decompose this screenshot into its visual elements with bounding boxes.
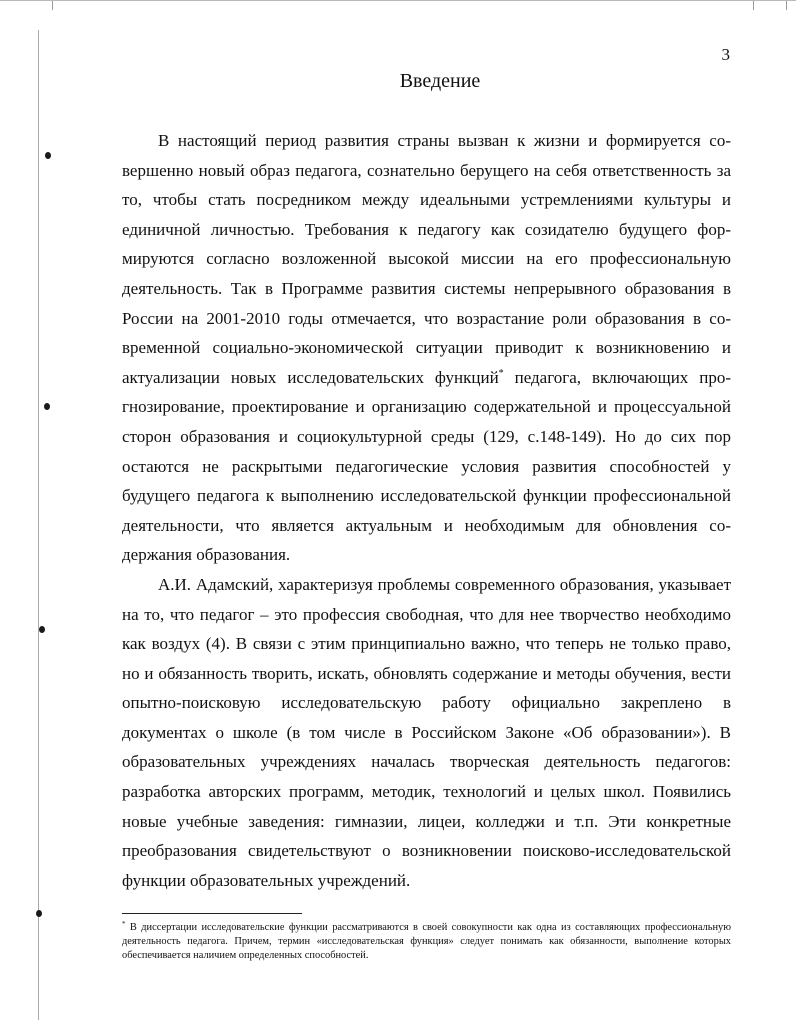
footnote-text: В диссертации исследовательские функции рассматриваются в своей совокупности как одна из составляющих профессиональную деятельность педагога. Причем, термин «исследовательская функция» следует понимать как обязанности, выполнение которых обеспечивается наличием определенных способностей. bbox=[122, 922, 731, 962]
page-number: 3 bbox=[721, 45, 730, 64]
binding-hole-mark bbox=[45, 152, 51, 159]
binding-hole-mark bbox=[36, 910, 42, 917]
footnote-mark: * bbox=[122, 920, 126, 928]
scan-edge-tick bbox=[753, 1, 754, 10]
footnote-reference-mark: * bbox=[498, 367, 504, 379]
footnote-separator bbox=[122, 913, 302, 914]
paragraph bbox=[122, 126, 731, 570]
binding-hole-mark bbox=[44, 403, 50, 410]
page-title: Введение bbox=[399, 70, 481, 92]
scan-top-edge bbox=[0, 0, 796, 11]
scan-edge-tick bbox=[52, 1, 53, 10]
binding-hole-mark bbox=[39, 626, 45, 633]
footnote bbox=[122, 921, 731, 964]
paragraph-text: В настоящий период развития страны вызван к жизни и формируется совершенно новый образ педагога, сознательно берущего на себя ответственность за то, чтобы стать посредником между идеальными устремлениями культуры и единичной личностью. Требования к педагогу как созидателю будущего формируются согласно возложенной высокой миссии на его профессиональную деятельность. Так в Программе развития системы непрерывного образования в России на 2001-2010 годы отмечается, что возрастание роли образования в современной социально-экономической ситуации приводит к возникновению и актуализации новых исследовательских функций bbox=[122, 131, 731, 387]
scan-left-edge bbox=[38, 30, 39, 1020]
paragraph-text: педагога, включающих прогнозирование, проектирование и организацию содержательной и процессуальной сторон образования и социокультурной среды (129, с.148-149). Но до сих пор остаются не раскрытыми педагогические условия развития способностей у будущего педагога к выполнению исследовательской функции профессиональной деятельности, что является актуальным и необходимым для обновления содержания образования. bbox=[122, 367, 731, 565]
scan-edge-tick bbox=[786, 1, 787, 10]
body-text bbox=[122, 126, 731, 895]
paragraph: А.И. Адамский, характеризуя проблемы современного образования, указывает на то, что педагог – это профессия свободная, что для нее творчество необходимо как воздух (4). В связи с этим принципиально важно, что теперь не только право, но и обязанность творить, искать, обновлять содержание и методы обучения, вести опытно-поисковую исследовательскую работу официально закреплено в документах о школе (в том числе в Российском Законе «Об образовании»). В образовательных учреждениях началась творческая деятельность педагогов: разработка авторских программ, методик, технологий и целых школ. Появились новые учебные заведения: гимназии, лицеи, колледжи и т.п. Эти конкретные преобразования свидетельствуют о возникновении поисково-исследовательской функции образовательных учреждений. bbox=[122, 574, 731, 890]
